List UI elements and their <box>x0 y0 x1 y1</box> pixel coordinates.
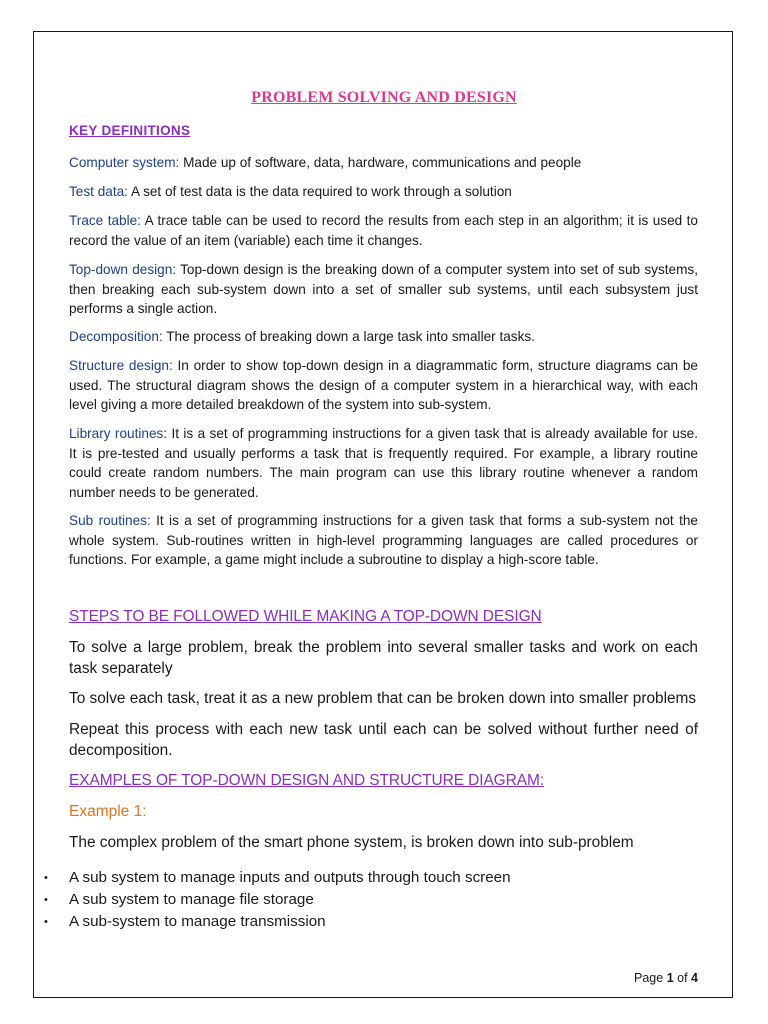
example-1-intro: The complex problem of the smart phone system, is broken down into sub-problem <box>69 834 634 851</box>
list-item <box>44 889 511 911</box>
definition-text: A set of test data is the data required to work through a solution <box>127 184 512 199</box>
list-item-text: A sub system to manage file storage <box>69 891 314 908</box>
definition-term: Computer system: <box>69 155 180 170</box>
definition-term: Top-down design: <box>69 262 177 277</box>
definition-trace-table <box>69 211 698 250</box>
definition-term: Library routines <box>69 426 164 441</box>
page-label: Page <box>634 971 664 985</box>
page-of-label: of <box>677 971 688 985</box>
page-total: 4 <box>691 971 698 985</box>
examples-heading: EXAMPLES OF TOP-DOWN DESIGN AND STRUCTURE DIAGRAM: <box>69 772 544 789</box>
step-paragraph: To solve each task, treat it as a new problem that can be broken down into smaller problems <box>69 690 697 707</box>
definition-structure-design <box>69 356 698 415</box>
steps-heading: STEPS TO BE FOLLOWED WHILE MAKING A TOP-DOWN DESIGN <box>69 608 542 625</box>
definition-text: : It is a set of programming instructions for a given task that is already available for use. It is pre-tested and usually performs a task that is frequently required. For example, a library routine could create random numbers. The main program can use this library routine whenever a random number needs to be generated. <box>69 426 698 500</box>
list-item <box>44 867 511 889</box>
key-definitions-heading: KEY DEFINITIONS <box>69 123 191 138</box>
definition-decomposition <box>69 327 698 347</box>
bullet-icon: • <box>44 894 48 906</box>
definition-term: Trace table: <box>69 213 141 228</box>
page-title: PROBLEM SOLVING AND DESIGN <box>251 89 517 106</box>
bullet-icon: • <box>44 872 48 884</box>
definition-top-down-design <box>69 260 698 319</box>
step-paragraph: To solve a large problem, break the problem into several smaller tasks and work on each task separately <box>69 639 698 677</box>
definition-text: The process of breaking down a large task into smaller tasks. <box>162 329 535 344</box>
page-number <box>634 971 698 985</box>
list-item-text: A sub system to manage inputs and outputs through touch screen <box>69 869 511 886</box>
definition-sub-routines <box>69 511 698 570</box>
definition-term: Sub routines: <box>69 513 151 528</box>
definition-text: It is a set of programming instructions for a given task that forms a sub-system not the whole system. Sub-routines written in high-level programming languages are called procedures or functions. For example, a game might include a subroutine to display a high-score table. <box>69 513 698 567</box>
definition-text: Top-down design is the breaking down of a computer system into set of sub systems, then breaking each sub-system down into a set of smaller sub systems, until each subsystem just performs a single action. <box>69 262 698 316</box>
page-current: 1 <box>666 971 674 985</box>
step-paragraph: Repeat this process with each new task until each can be solved without further need of decomposition. <box>69 721 698 759</box>
definition-term: Decomposition: <box>69 329 163 344</box>
definition-term: Structure design: <box>69 358 173 373</box>
definition-library-routines <box>69 424 698 502</box>
bullet-icon: • <box>44 916 48 928</box>
list-item <box>44 911 511 933</box>
definition-text: Made up of software, data, hardware, communications and people <box>179 155 582 170</box>
sub-system-list <box>44 867 511 933</box>
definition-text: A trace table can be used to record the results from each step in an algorithm; it is used to record the value of an item (variable) each time it changes. <box>69 213 698 248</box>
definition-test-data <box>69 182 698 202</box>
definition-text: In order to show top-down design in a diagrammatic form, structure diagrams can be used. The structural diagram shows the design of a computer system in a hierarchical way, with each level giving a more detailed breakdown of the system into sub-system. <box>69 358 698 412</box>
definition-term: Test data: <box>69 184 128 199</box>
list-item-text: A sub-system to manage transmission <box>69 913 326 930</box>
definition-computer-system <box>69 153 698 173</box>
example-1-heading: Example 1: <box>69 803 147 820</box>
